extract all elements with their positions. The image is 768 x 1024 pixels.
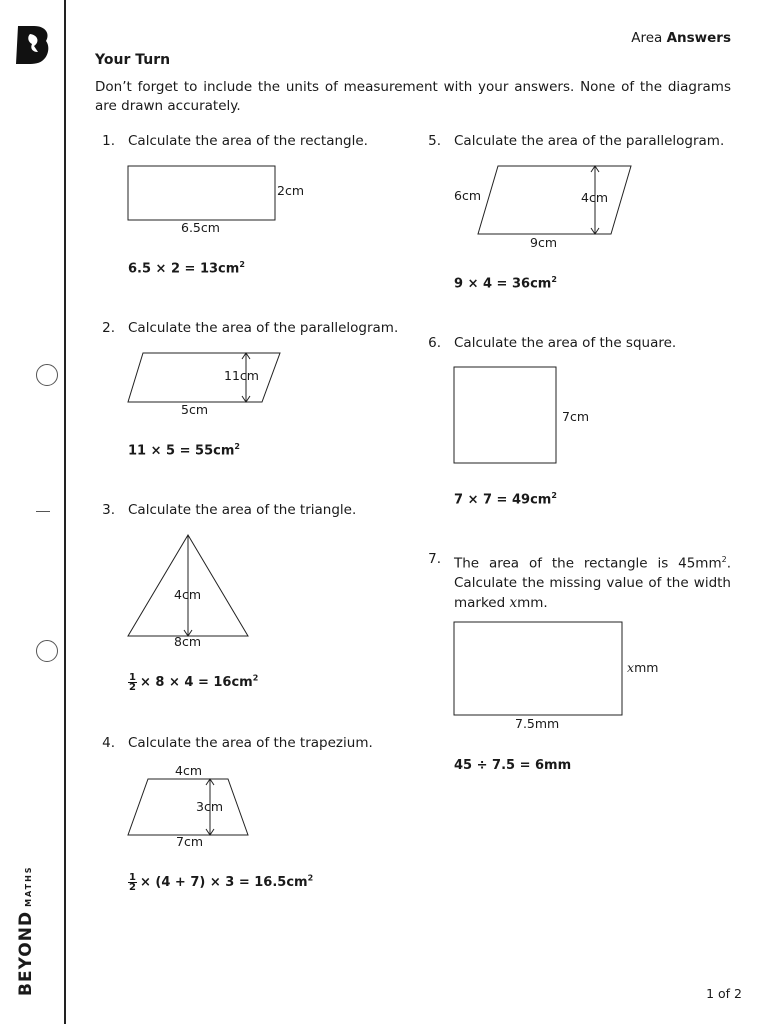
fraction-half: $\frac{1}{2}$ [129,672,136,693]
trapezium-height-label: 3cm [196,799,224,814]
question-text: Calculate the area of the parallelogram. [454,133,725,149]
question-text: Calculate the area of the parallelogram. [128,320,399,336]
question-text: Calculate the area of the trapezium. [128,735,373,751]
question-text: Calculate the area of the rectangle. [128,133,368,149]
triangle-base-label: 8cm [174,634,202,649]
rect2-length-label: 7.5mm [515,716,560,731]
answer-3: $\frac{1}{2}$ × $8 \times 4 = 16cm^2$ [129,672,259,693]
parallelogram2-side-label: 6cm [454,188,482,203]
rect2-width-label: xmm [627,660,659,675]
fraction-half: $\frac{1}{2}$ [129,872,136,893]
question-7-text: The area of the rectangle is $45mm^2$. Calculate the missing value of the width marked xmm. [454,555,731,611]
question-number: 5. [428,133,441,149]
answer-7: 45 ÷ 7.5 = 6mm [454,758,572,773]
square-side-label: 7cm [562,409,590,424]
rect-width-label: 6.5cm [181,220,220,235]
parallelogram-height-label: 11cm [224,368,259,383]
intro-text: Don’t forget to include the units of measurement with your answers. None of the diagrams are drawn accurately. [95,79,731,114]
triangle-height-label: 4cm [174,587,202,602]
trapezium-top-label: 4cm [175,763,203,778]
question-7-number: 7. [428,551,441,567]
answer-5: $9 \times 4 = 36cm^2$ [454,275,557,292]
rect-height-label: 2cm [277,183,305,198]
answer-4: $\frac{1}{2}$ × $(4 + 7) \times 3 = 16.5cm^2$ [129,872,314,893]
question-text: Calculate the area of the square. [454,335,677,351]
question-number: 4. [102,735,115,751]
question-number: 2. [102,320,115,336]
header-subtitle: Answers [666,30,731,46]
parallelogram-base-label: 5cm [181,402,209,417]
brand-word-beyond: BEYOND [16,910,36,996]
parallelogram2-base-label: 9cm [530,235,558,250]
trapezium-base-label: 7cm [176,834,204,849]
page-title: Your Turn [95,52,171,68]
header-topic: Area [631,30,663,46]
question-number: 1. [102,133,115,149]
question-text: Calculate the area of the triangle. [128,502,357,518]
answer-6: $7 \times 7 = 49cm^2$ [454,491,557,508]
answer-2: $11 \times 5 = 55cm^2$ [128,442,240,459]
answer-1: $6.5 \times 2 = 13cm^2$ [128,260,245,277]
brand-word-maths: MATHS [24,865,33,907]
page-number: 1 of 2 [706,986,742,1001]
parallelogram2-height-label: 4cm [581,190,609,205]
question-number: 6. [428,335,441,351]
question-number: 3. [102,502,115,518]
